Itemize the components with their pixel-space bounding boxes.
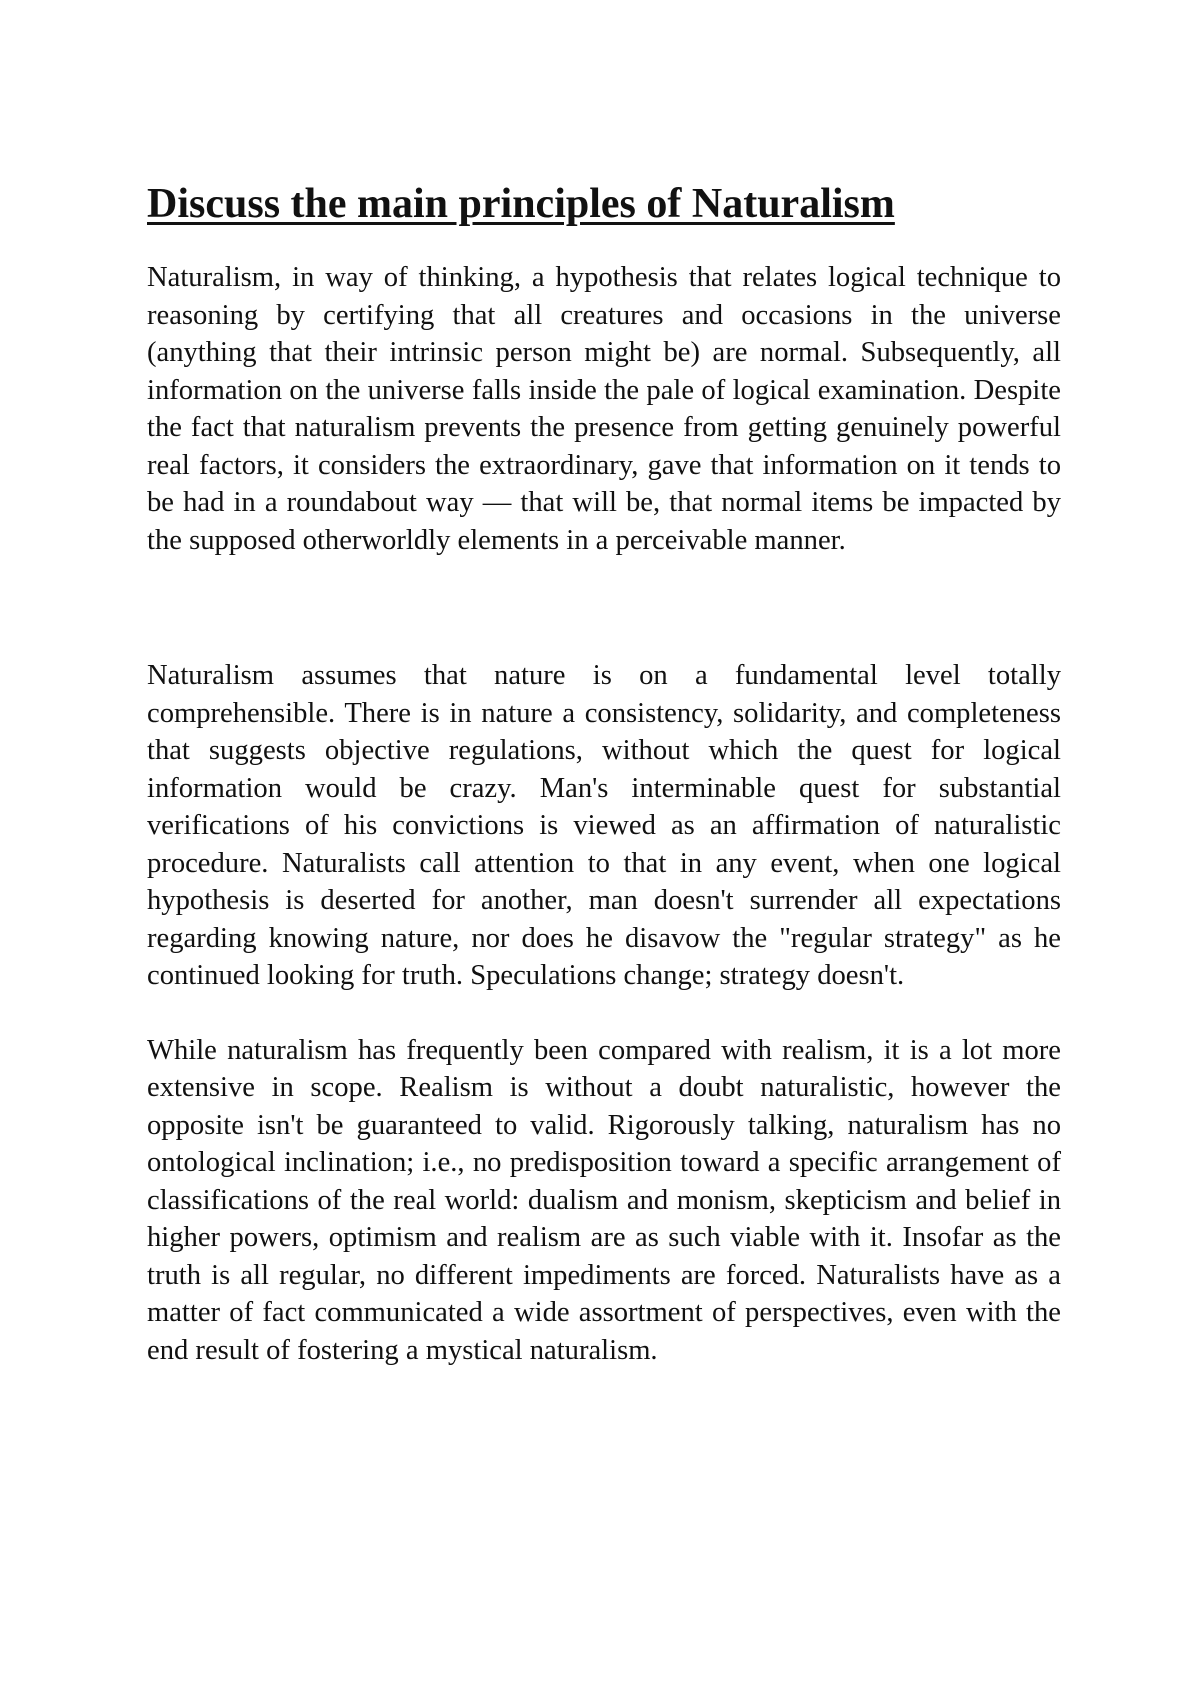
paragraph-1: Naturalism, in way of thinking, a hypothesis that relates logical technique to reasoning by certifying that all creatures and occasions in the universe (anything that their intrinsic person might be) are normal. Subsequently, all information on the universe falls inside the pale of logical examination. Despite the fact that naturalism prevents the presence from getting genuinely powerful real factors, it considers the extraordinary, gave that information on it tends to be had in a roundabout way — that will be, that normal items be impacted by the supposed otherworldly elements in a perceivable manner. <box>147 262 1061 556</box>
document-title: Discuss the main principles of Naturalism <box>147 181 895 227</box>
paragraph-2: Naturalism assumes that nature is on a fundamental level totally comprehensible. There is in nature a consistency, solidarity, and completeness that suggests objective regulations, without which the quest for logical information would be crazy. Man's interminable quest for substantial verifications of his convictions is viewed as an affirmation of naturalistic procedure. Naturalists call attention to that in any event, when one logical hypothesis is deserted for another, man doesn't surrender all expectations regarding knowing nature, nor does he disavow the "regular strategy" as he continued looking for truth. Speculations change; strategy doesn't. <box>147 660 1061 991</box>
paragraph-3: While naturalism has frequently been compared with realism, it is a lot more extensive in scope. Realism is without a doubt naturalistic, however the opposite isn't be guaranteed to valid. Rigorously talking, naturalism has no ontological inclination; i.e., no predisposition toward a specific arrangement of classifications of the real world: dualism and monism, skepticism and belief in higher powers, optimism and realism are as such viable with it. Insofar as the truth is all regular, no different impediments are forced. Naturalists have as a matter of fact communicated a wide assortment of perspectives, even with the end result of fostering a mystical naturalism. <box>147 1034 1061 1366</box>
document-body <box>147 178 1061 1369</box>
